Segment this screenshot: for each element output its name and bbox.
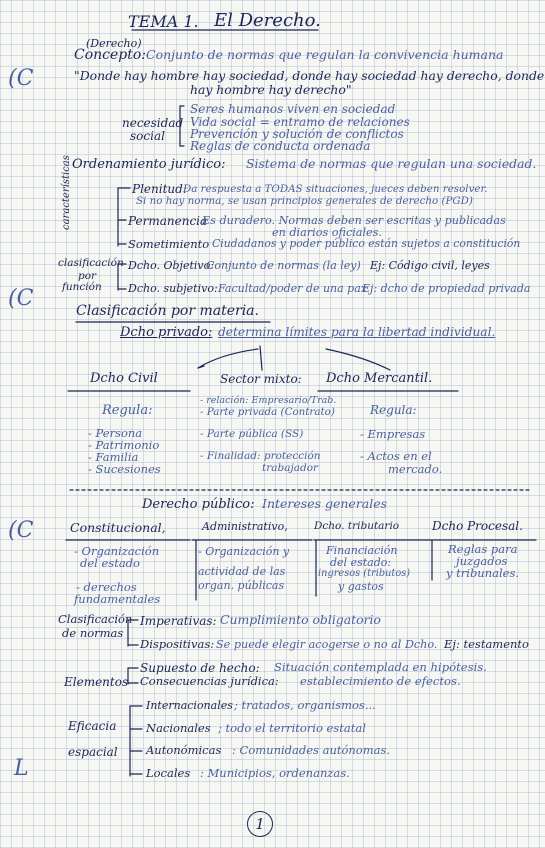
efficacy-label-1: Eficacia (68, 719, 117, 733)
mixed-item: - relación: Empresario/Trab. (200, 395, 337, 406)
topic-label: TEMA 1. (128, 12, 199, 31)
concept-label: Concepto: (74, 47, 147, 63)
sometimiento-text: Ciudadanos y poder público están sujetos a constitución (212, 237, 521, 250)
concept-aside: (Derecho) (86, 37, 142, 50)
internacionales-text: ; tratados, organismos... (234, 698, 376, 712)
permanencia-text-1: Es duradero. Normas deben ser escritas y publicadas (202, 214, 506, 227)
matter-title: Clasificación por materia. (76, 303, 259, 319)
autonomicas-label: Autonómicas (146, 743, 222, 757)
civil-title: Dcho Civil (90, 371, 158, 386)
permanencia-text-2: en diarios oficiales. (272, 226, 382, 239)
elements-label: Elementos (64, 675, 129, 689)
tributario-title: Dcho. tributario (314, 520, 400, 532)
function-label-1: clasificación (58, 257, 124, 269)
consecuencias-text: establecimiento de efectos. (300, 674, 461, 688)
administrativo-item: actividad de las (198, 565, 286, 578)
procesal-item: Reglas para (448, 542, 518, 556)
quote-line-2: hay hombre hay derecho" (190, 82, 352, 97)
legal-order-text: Sistema de normas que regulan una sociedad. (246, 156, 537, 171)
nacionales-text: ; todo el territorio estatal (218, 721, 366, 735)
public-law-title: Derecho público: (142, 497, 255, 512)
imperativas-label: Imperativas: (140, 614, 217, 628)
civil-item: - Patrimonio (88, 438, 160, 452)
mixed-item: - Parte pública (SS) (200, 428, 304, 440)
subjetivo-text: Facultad/poder de una pax (218, 282, 367, 295)
plenitud-label: Plenitud: (132, 182, 187, 196)
permanencia-label: Permanencia (128, 214, 208, 228)
binder-mark-4: L (14, 756, 29, 781)
constitucional-item: - Organización (74, 544, 160, 558)
objetivo-text: Conjunto de normas (la ley) (206, 259, 361, 272)
constitucional-item: - derechos (76, 580, 137, 594)
sometimiento-label: Sometimiento (128, 237, 210, 251)
subjetivo-example: Ej: dcho de propiedad privada (362, 282, 531, 295)
public-law-text: Intereses generales (262, 496, 388, 511)
quote-line-1: "Donde hay hombre hay sociedad, donde hay sociedad hay derecho, donde (74, 68, 545, 83)
tributario-item: y gastos (338, 580, 384, 593)
dispositivas-text: Se puede elegir acogerse o no al Dcho. (216, 638, 438, 651)
tributario-item: Financiación (326, 544, 398, 557)
legal-order-label: Ordenamiento jurídico: (72, 157, 226, 172)
constitucional-title: Constitucional, (70, 520, 166, 535)
function-label-2: por (78, 270, 97, 282)
social-need-item: Reglas de conducta ordenada (190, 139, 371, 153)
mercantil-item: - Actos en el (360, 449, 432, 463)
mercantil-item: - Empresas (360, 427, 426, 441)
plenitud-text-1: Da respuesta a TODAS situaciones, jueces deben resolver. (183, 183, 488, 195)
binder-mark-1: (C (8, 66, 34, 91)
constitucional-item: fundamentales (74, 592, 161, 606)
binder-mark-2: (C (8, 286, 34, 311)
characteristics-side-label: características (61, 155, 72, 230)
administrativo-item: - Organización y (198, 545, 290, 558)
objetivo-example: Ej: Código civil, leyes (370, 259, 490, 272)
nacionales-label: Nacionales (146, 721, 211, 735)
mixed-item: trabajador (262, 462, 319, 474)
procesal-item: juzgados (456, 554, 508, 568)
social-need-item: Prevención y solución de conflictos (190, 127, 404, 141)
procesal-title: Dcho Procesal. (432, 519, 523, 533)
norms-label-1: Clasificación (58, 612, 133, 626)
norms-label-2: de normas (62, 626, 124, 640)
dispositivas-label: Dispositivas: (140, 637, 215, 651)
civil-item: - Persona (88, 426, 143, 440)
administrativo-title: Administrativo, (202, 520, 288, 533)
private-law-title: Dcho privado: (120, 325, 213, 340)
objetivo-label: Dcho. Objetivo: (128, 259, 214, 272)
supuesto-text: Situación contemplada en hipótesis. (274, 660, 487, 674)
efficacy-label-2: espacial (68, 745, 118, 759)
mixed-title: Sector mixto: (220, 372, 302, 386)
civil-regula: Regula: (102, 403, 153, 418)
mercantil-title: Dcho Mercantil. (326, 371, 433, 386)
social-need-item: Seres humanos viven en sociedad (190, 102, 396, 116)
mixed-item: - Parte privada (Contrato) (200, 406, 335, 418)
binder-mark-3: (C (8, 518, 34, 543)
tributario-item: del estado: (330, 556, 392, 569)
constitucional-item: del estado (80, 556, 140, 570)
civil-item: - Familia (88, 450, 139, 464)
tributario-item: ingresos (tributos) (318, 568, 411, 579)
mercantil-regula: Regula: (370, 403, 417, 417)
locales-text: : Municipios, ordenanzas. (200, 766, 350, 780)
social-need-label-1: necesidad (122, 116, 184, 130)
civil-item: - Sucesiones (88, 462, 161, 476)
imperativas-text: Cumplimiento obligatorio (220, 612, 381, 627)
concept-text: Conjunto de normas que regulan la convivencia humana (146, 47, 504, 62)
autonomicas-text: : Comunidades autónomas. (232, 743, 391, 757)
page-title: El Derecho. (214, 10, 321, 31)
mixed-item: - Finalidad: protección (200, 450, 321, 462)
private-law-text: determina límites para la libertad individual. (218, 325, 496, 339)
internacionales-label: Internacionales (146, 699, 233, 712)
page-number: 1 (247, 811, 273, 837)
social-need-item: Vida social = entramo de relaciones (190, 115, 410, 129)
locales-label: Locales (146, 766, 191, 780)
social-need-label-2: social (130, 129, 165, 143)
procesal-item: y tribunales. (446, 566, 520, 580)
plenitud-text-2: Si no hay norma, se usan principios generales de derecho (PGD) (136, 195, 473, 207)
subjetivo-label: Dcho. subjetivo: (128, 282, 218, 295)
consecuencias-label: Consecuencias jurídica: (140, 674, 279, 688)
administrativo-item: organ. públicas (198, 579, 285, 592)
dispositivas-example: Ej: testamento (444, 637, 529, 651)
supuesto-label: Supuesto de hecho: (140, 661, 260, 675)
mercantil-item: mercado. (388, 462, 443, 476)
function-label-3: función (62, 281, 102, 293)
